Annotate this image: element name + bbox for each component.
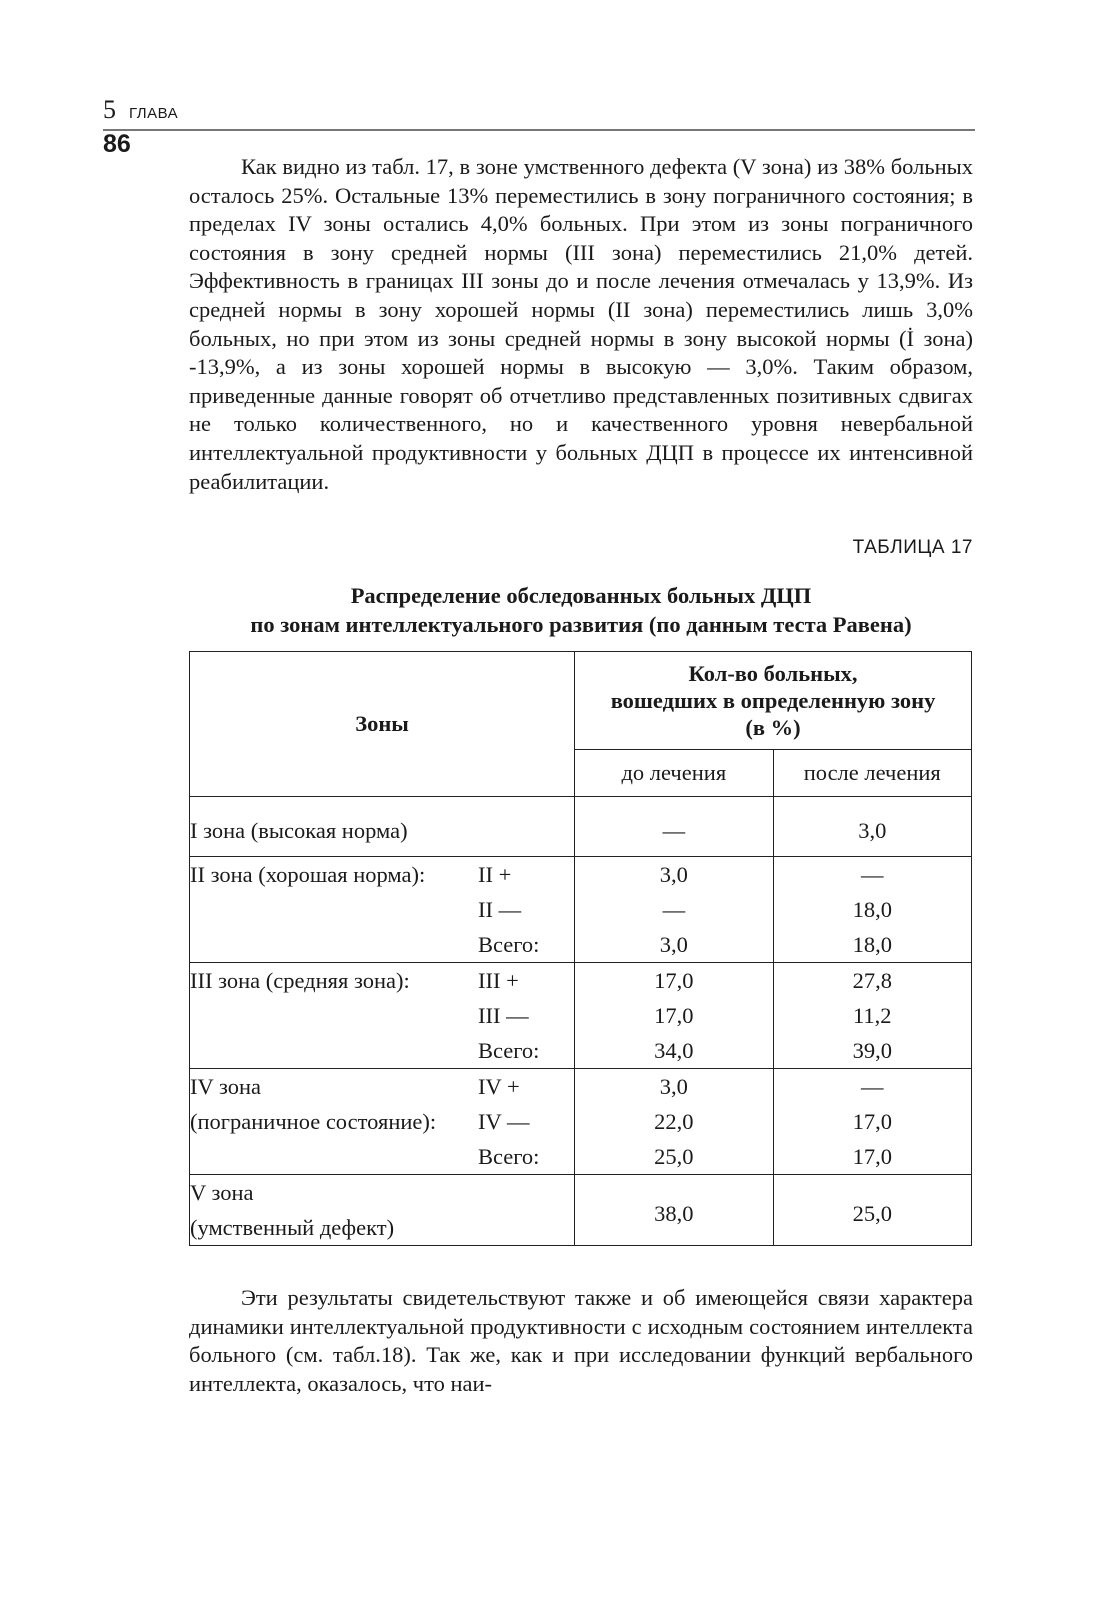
chapter-word: ГЛАВА [129,105,179,122]
before-cell [575,1069,773,1175]
header-count-line-2: вошедших в определенную зону [610,688,936,714]
value: 25,0 [852,1201,892,1226]
table-row [190,1175,972,1246]
after-cell [773,857,971,963]
zone-line [190,1033,574,1068]
zone-label: III зона (средняя зона): [190,968,410,993]
value: 17,0 [852,1144,892,1169]
sub-label: II + [478,862,512,887]
after-cell [773,797,971,857]
sub-label: Всего: [478,1144,540,1169]
zone-label: I зона (высокая норма) [190,818,408,843]
before-cell [575,963,773,1069]
zone-cell [190,963,575,1069]
zone-label: (умственный дефект) [190,1215,395,1240]
zone-cell [190,1069,575,1175]
zone-line [190,998,574,1033]
sub-label: III — [478,1003,529,1028]
zones-table [189,651,972,1246]
body-paragraph-2: Эти результаты свидетельствуют также и об имеющейся связи характера динамики интеллектуальной продуктивности с исходным состоянием интеллекта больного (см. табл.18). Так же, как и при исследовании функций вербального интеллекта, оказалось, что наи- [189,1285,973,1396]
value: 38,0 [654,1201,694,1226]
header-count [575,652,972,750]
sub-label: Всего: [478,932,540,957]
zone-line [190,1069,574,1104]
zone-label: II зона (хорошая норма): [190,862,426,887]
zone-line [190,963,574,998]
table-label: ТАБЛИЦА 17 [852,537,973,558]
value: 3,0 [659,862,688,887]
header-count-line-3: (в %) [745,715,801,741]
after-cell [773,1069,971,1175]
page-number: 86 [103,130,131,158]
before-cell [575,1175,773,1246]
zone-label: V зона [190,1180,254,1205]
value: 22,0 [654,1109,694,1134]
sub-label: III + [478,968,519,993]
header-zones: Зоны [190,652,575,797]
body-paragraph-1: Как видно из табл. 17, в зоне умственного дефекта (V зона) из 38% больных осталось 25%. Остальные 13% переместились в зону пограничного состояния; в пределах IV зоны остались 4,0% больных. При этом из зоны пограничного состояния в зону средней нормы (III зона) переместились 21,0% детей. Эффективность в границах III зоны до и после лечения отмечалась у 13,9%. Из средней нормы в зону хорошей нормы (II зона) переместились лишь 3,0% больных, но при этом из зоны средней нормы в зону высокой нормы (İ зона) -13,9%, а из зоны хорошей нормы в высокую — 3,0%. Таким образом, приведенные данные говорят об отчетливо представленных позитивных сдвигах не только количественного, но и качественного уровня невербальной интеллектуальной продуктивности у больных ДЦП в процессе их интенсивной реабилитации. [189,154,973,494]
after-cell [773,1175,971,1246]
after-cell [773,963,971,1069]
table-row [190,1069,972,1175]
value: 25,0 [654,1144,694,1169]
value: 3,0 [858,818,887,843]
value: 39,0 [852,1038,892,1063]
value: 17,0 [654,1003,694,1028]
sub-label: II — [478,897,522,922]
chapter-number: 5 [103,95,116,124]
zone-line [190,927,574,962]
header-count-line-1: Кол-во больных, [688,661,858,687]
before-cell [575,857,773,963]
sub-label: IV + [478,1074,520,1099]
sub-label: IV — [478,1109,530,1134]
zone-cell [190,797,575,857]
zone-label: IV зона [190,1074,261,1099]
table-caption-line-2: по зонам интеллектуального развития (по данным теста Равена) [250,612,912,637]
value: 3,0 [659,932,688,957]
sub-label: Всего: [478,1038,540,1063]
zone-line [190,857,574,892]
value: 11,2 [852,1003,892,1028]
zone-label: (пограничное состояние): [190,1109,437,1134]
table-caption [189,581,973,639]
value: 17,0 [852,1109,892,1134]
value: — [861,862,884,887]
value: 17,0 [654,968,694,993]
zone-line [190,892,574,927]
value: 34,0 [654,1038,694,1063]
table-row [190,857,972,963]
table-row [190,963,972,1069]
table-row [190,797,972,857]
zone-cell [190,1175,575,1246]
header-before: до лечения [575,750,773,797]
zone-cell [190,857,575,963]
value: — [662,818,686,843]
running-head [103,95,975,131]
table-header-row [190,652,972,750]
before-cell [575,797,773,857]
value: 27,8 [852,968,892,993]
value: — [861,1074,884,1099]
value: 3,0 [659,1074,688,1099]
header-after: после лечения [773,750,971,797]
table-caption-line-1: Распределение обследованных больных ДЦП [350,583,812,608]
zone-line [190,1139,574,1174]
value: 18,0 [852,932,892,957]
zone-line [190,1104,574,1139]
value: 18,0 [852,897,892,922]
value: — [662,897,686,922]
